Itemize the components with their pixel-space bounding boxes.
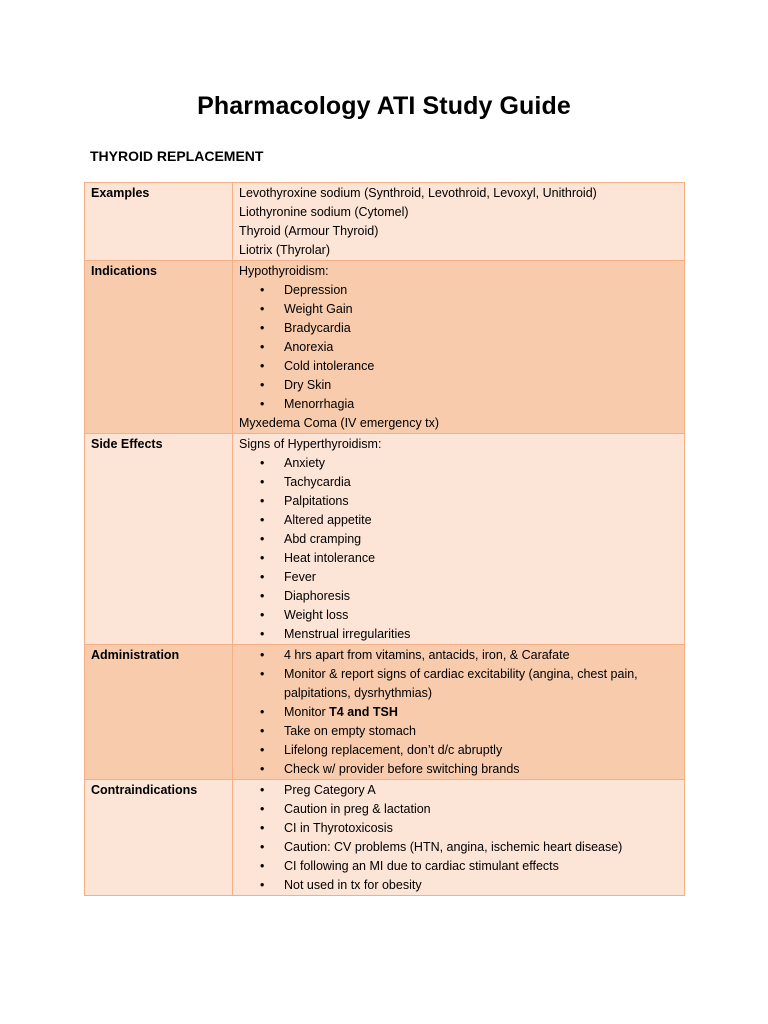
indications-outro: Myxedema Coma (IV emergency tx): [239, 416, 440, 430]
list-item: • Dry Skin: [239, 376, 678, 395]
example-line: Liothyronine sodium (Cytomel): [239, 205, 409, 219]
list-item: • Weight loss: [239, 606, 678, 625]
list-item: • Monitor & report signs of cardiac excitability (angina, chest pain, palpitations, dysrhythmias): [239, 665, 678, 703]
list-item: • Not used in tx for obesity: [239, 876, 678, 895]
row-label-administration: Administration: [85, 645, 233, 780]
list-item: • Caution in preg & lactation: [239, 800, 678, 819]
indications-intro: Hypothyroidism:: [239, 264, 329, 278]
list-item: • Anxiety: [239, 454, 678, 473]
monitor-label: Monitor: [284, 705, 330, 719]
list-item: • Altered appetite: [239, 511, 678, 530]
side-effects-list: [239, 454, 678, 644]
row-label-examples: Examples: [85, 183, 233, 261]
list-item: • Bradycardia: [239, 319, 678, 338]
list-item: • Take on empty stomach: [239, 722, 678, 741]
table-row-contraindications: [85, 780, 685, 896]
list-item: • Check w/ provider before switching brands: [239, 760, 678, 779]
list-item: • Palpitations: [239, 492, 678, 511]
example-line: Levothyroxine sodium (Synthroid, Levothroid, Levoxyl, Unithroid): [239, 186, 597, 200]
administration-list: [239, 646, 678, 779]
table-row-side-effects: [85, 434, 685, 645]
list-item: • Lifelong replacement, don’t d/c abruptly: [239, 741, 678, 760]
row-content-administration: [233, 645, 685, 780]
row-label-indications: Indications: [85, 261, 233, 434]
list-item: • Anorexia: [239, 338, 678, 357]
row-content-contraindications: [233, 780, 685, 896]
list-item: • Menstrual irregularities: [239, 625, 678, 644]
list-item: • Diaphoresis: [239, 587, 678, 606]
list-item: • Fever: [239, 568, 678, 587]
list-item: • Tachycardia: [239, 473, 678, 492]
section-heading: THYROID REPLACEMENT: [90, 148, 264, 164]
example-line: Liotrix (Thyrolar): [239, 243, 330, 257]
indications-list: [239, 281, 678, 414]
list-item: • Heat intolerance: [239, 549, 678, 568]
row-content-side-effects: [233, 434, 685, 645]
list-item: • 4 hrs apart from vitamins, antacids, iron, & Carafate: [239, 646, 678, 665]
monitor-labs: T4 and TSH: [329, 705, 398, 719]
table-row-examples: [85, 183, 685, 261]
list-item: • Menorrhagia: [239, 395, 678, 414]
row-label-side-effects: Side Effects: [85, 434, 233, 645]
list-item: • Weight Gain: [239, 300, 678, 319]
table-row-indications: [85, 261, 685, 434]
side-effects-intro: Signs of Hyperthyroidism:: [239, 437, 382, 451]
table-row-administration: [85, 645, 685, 780]
list-item: • Cold intolerance: [239, 357, 678, 376]
list-item: • Abd cramping: [239, 530, 678, 549]
list-item: • Caution: CV problems (HTN, angina, ischemic heart disease): [239, 838, 678, 857]
list-item: • Depression: [239, 281, 678, 300]
row-label-contraindications: Contraindications: [85, 780, 233, 896]
contraindications-list: [239, 781, 678, 895]
list-item: [239, 703, 678, 722]
thyroid-replacement-table: [84, 182, 685, 896]
list-item: • CI in Thyrotoxicosis: [239, 819, 678, 838]
list-item: • CI following an MI due to cardiac stimulant effects: [239, 857, 678, 876]
page-title: Pharmacology ATI Study Guide: [197, 92, 571, 120]
row-content-examples: [233, 183, 685, 261]
list-item: • Preg Category A: [239, 781, 678, 800]
example-line: Thyroid (Armour Thyroid): [239, 224, 379, 238]
row-content-indications: [233, 261, 685, 434]
